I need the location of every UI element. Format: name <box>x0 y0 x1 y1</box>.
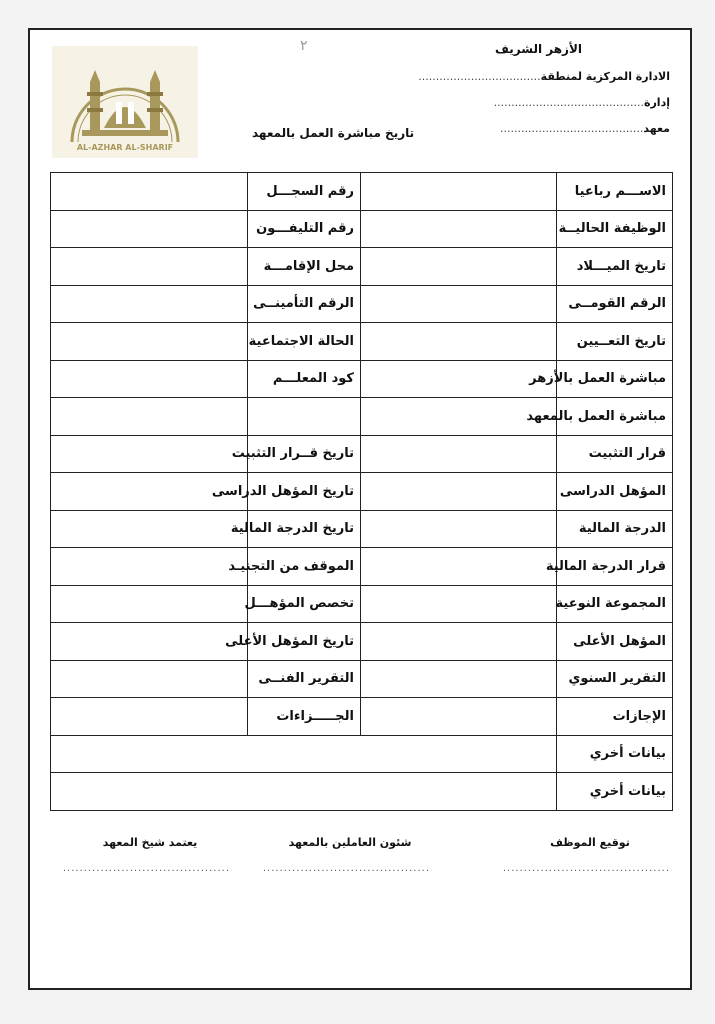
field-sub-label: التقرير الفنــى <box>248 660 361 698</box>
field-sub-label: تاريخ قــرار التثبيت <box>248 435 361 473</box>
field-sub-value[interactable] <box>51 660 248 698</box>
field-sub-value[interactable] <box>51 548 248 586</box>
field-sub-label: الجـــــزاءات <box>248 698 361 736</box>
field-sub-label: تاريخ المؤهل الدراسى <box>248 473 361 511</box>
affairs-signature-label: شئون العاملين بالمعهد <box>288 836 412 849</box>
field-sub-value[interactable] <box>51 585 248 623</box>
extra-label: بيانات أخري <box>557 735 673 773</box>
extra-label: بيانات أخري <box>557 773 673 811</box>
employee-signature-label: توقيع الموظف <box>550 836 630 849</box>
field-sub-label <box>248 398 361 436</box>
field-sub-value[interactable] <box>51 398 248 436</box>
field-label: المؤهل الدراسى <box>557 473 673 511</box>
field-label: الرقم القومــى <box>557 285 673 323</box>
field-value[interactable] <box>361 285 557 323</box>
field-label: الإجازات <box>557 698 673 736</box>
employee-signature <box>502 836 670 874</box>
field-value[interactable] <box>361 323 557 361</box>
page-number: ٢ <box>300 38 308 54</box>
field-value[interactable] <box>361 210 557 248</box>
affairs-signature <box>262 836 430 874</box>
form-row <box>51 398 673 436</box>
field-sub-label: الرقم التأمينــى <box>248 285 361 323</box>
logo-caption: AL-AZHAR AL-SHARIF <box>76 143 174 152</box>
header-org <box>495 42 582 56</box>
form-row <box>51 660 673 698</box>
field-sub-value[interactable] <box>51 360 248 398</box>
form-row <box>51 510 673 548</box>
al-azhar-logo <box>52 46 198 158</box>
field-sub-value[interactable] <box>51 210 248 248</box>
form-row <box>51 173 673 211</box>
form-title: تاريخ مباشرة العمل بالمعهد <box>252 126 415 140</box>
form-row <box>51 323 673 361</box>
header-institute <box>500 122 670 135</box>
field-sub-label: الموقف من التجنيـد <box>248 548 361 586</box>
form-row-extra <box>51 735 673 773</box>
field-sub-value[interactable] <box>51 323 248 361</box>
field-sub-label: تاريخ المؤهل الأعلى <box>248 623 361 661</box>
admin-label: الادارة المركزية لمنطقة <box>540 70 670 83</box>
form-page <box>28 28 692 990</box>
field-sub-label: تخصص المؤهـــل <box>248 585 361 623</box>
header-admin <box>418 70 670 83</box>
form-row <box>51 210 673 248</box>
field-sub-value[interactable] <box>51 698 248 736</box>
data-form-table <box>50 172 673 811</box>
field-value[interactable] <box>361 585 557 623</box>
field-label: الوظيفة الحاليــة <box>557 210 673 248</box>
form-row <box>51 435 673 473</box>
extra-value[interactable] <box>51 773 557 811</box>
form-row <box>51 585 673 623</box>
field-value[interactable] <box>361 510 557 548</box>
field-sub-value[interactable] <box>51 173 248 211</box>
org-name: الأزهر الشريف <box>494 42 582 56</box>
field-value[interactable] <box>361 698 557 736</box>
affairs-signature-line: ........................................ <box>262 863 430 874</box>
field-label: قرار الدرجة المالية <box>557 548 673 586</box>
field-sub-label: الحالة الاجتماعية <box>248 323 361 361</box>
field-sub-label: كود المعلـــم <box>248 360 361 398</box>
field-sub-label: رقم السجـــل <box>248 173 361 211</box>
field-value[interactable] <box>361 360 557 398</box>
form-row <box>51 623 673 661</box>
form-row-extra <box>51 773 673 811</box>
header-dept <box>494 96 670 109</box>
field-value[interactable] <box>361 660 557 698</box>
head-approval <box>62 836 230 874</box>
field-sub-value[interactable] <box>51 248 248 286</box>
field-sub-value[interactable] <box>51 285 248 323</box>
dept-fill-line: ........................................... <box>493 96 644 109</box>
field-label: تاريخ الميـــلاد <box>557 248 673 286</box>
employee-signature-line: ........................................ <box>502 863 670 874</box>
field-value[interactable] <box>361 173 557 211</box>
field-value[interactable] <box>361 548 557 586</box>
field-label: مباشرة العمل بالمعهد <box>557 398 673 436</box>
field-label: الدرجة المالية <box>557 510 673 548</box>
admin-fill-line: ................................... <box>418 70 541 83</box>
form-row <box>51 248 673 286</box>
head-approval-label: يعتمد شيخ المعهد <box>102 836 198 849</box>
field-value[interactable] <box>361 623 557 661</box>
head-approval-line: ........................................ <box>62 863 230 874</box>
institute-fill-line: ......................................... <box>499 122 644 135</box>
field-sub-value[interactable] <box>51 510 248 548</box>
field-label: التقرير السنوي <box>557 660 673 698</box>
field-label: مباشرة العمل بالأزهر <box>557 360 673 398</box>
form-row <box>51 698 673 736</box>
form-row <box>51 285 673 323</box>
field-sub-label: تاريخ الدرجة المالية <box>248 510 361 548</box>
field-sub-value[interactable] <box>51 435 248 473</box>
field-value[interactable] <box>361 473 557 511</box>
field-value[interactable] <box>361 248 557 286</box>
field-sub-value[interactable] <box>51 623 248 661</box>
form-row <box>51 473 673 511</box>
field-label: المؤهل الأعلى <box>557 623 673 661</box>
field-sub-label: رقم التليفـــون <box>248 210 361 248</box>
field-label: المجموعة النوعية <box>557 585 673 623</box>
field-sub-label: محل الإقامـــة <box>248 248 361 286</box>
dept-label: إدارة <box>643 96 670 109</box>
form-row <box>51 548 673 586</box>
field-label: الاســـم رباعيا <box>557 173 673 211</box>
field-label: قرار التثبيت <box>557 435 673 473</box>
field-value[interactable] <box>361 435 557 473</box>
field-label: تاريخ التعــيين <box>557 323 673 361</box>
extra-value[interactable] <box>51 735 557 773</box>
form-row <box>51 360 673 398</box>
institute-label: معهد <box>643 122 670 135</box>
